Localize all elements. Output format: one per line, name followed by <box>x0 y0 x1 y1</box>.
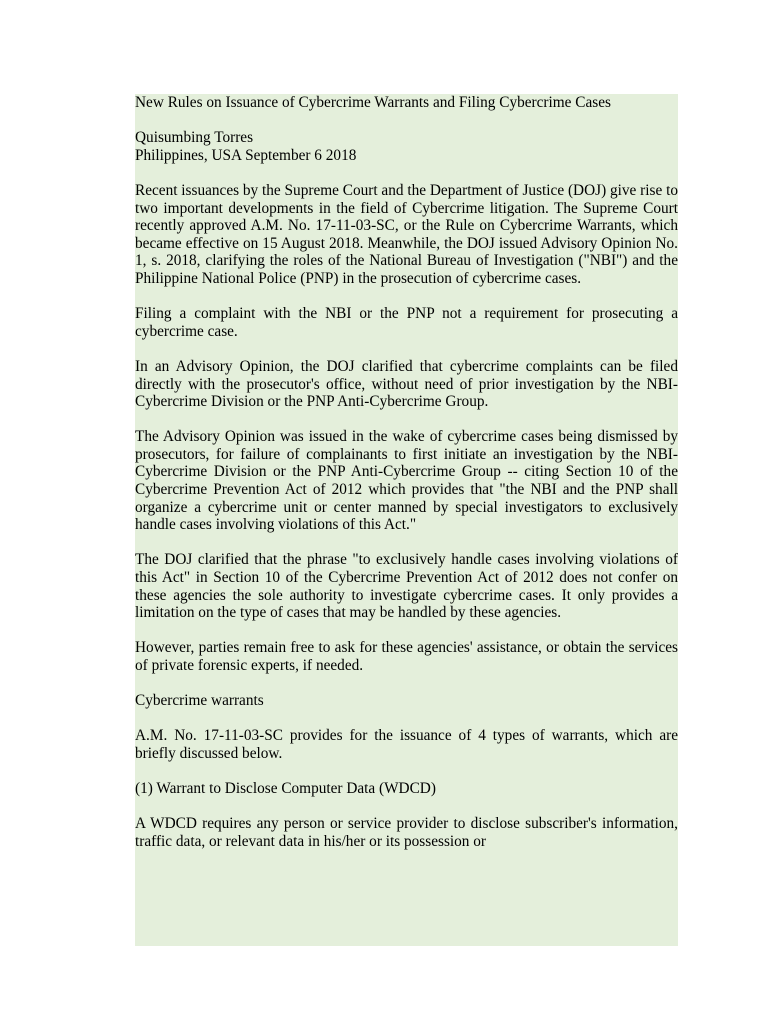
paragraph: However, parties remain free to ask for these agencies' assistance, or obtain the services of private forensic experts, if needed. <box>135 639 678 674</box>
subsection-heading: (1) Warrant to Disclose Computer Data (WDCD) <box>135 780 678 798</box>
paragraph: A.M. No. 17-11-03-SC provides for the issuance of 4 types of warrants, which are briefly discussed below. <box>135 727 678 762</box>
document-title: New Rules on Issuance of Cybercrime Warrants and Filing Cybercrime Cases <box>135 94 678 112</box>
author-block <box>135 129 678 164</box>
paragraph: The DOJ clarified that the phrase "to exclusively handle cases involving violations of this Act" in Section 10 of the Cybercrime Prevention Act of 2012 does not confer on these agencies the sole authority to investigate cybercrime cases. It only provides a limitation on the type of cases that may be handled by these agencies. <box>135 551 678 622</box>
document-body <box>135 94 678 946</box>
paragraph: The Advisory Opinion was issued in the wake of cybercrime cases being dismissed by prosecutors, for failure of complainants to first initiate an investigation by the NBI-Cybercrime Division or the PNP Anti-Cybercrime Group -- citing Section 10 of the Cybercrime Prevention Act of 2012 which provides that "the NBI and the PNP shall organize a cybercrime unit or center manned by special investigators to exclusively handle cases involving violations of this Act." <box>135 428 678 534</box>
author-name: Quisumbing Torres <box>135 129 254 147</box>
paragraph: Filing a complaint with the NBI or the PNP not a requirement for prosecuting a cybercrime case. <box>135 305 678 340</box>
paragraph: A WDCD requires any person or service provider to disclose subscriber's information, traffic data, or relevant data in his/her or its possession or <box>135 815 678 850</box>
section-heading: Cybercrime warrants <box>135 692 678 710</box>
paragraph: Recent issuances by the Supreme Court and the Department of Justice (DOJ) give rise to two important developments in the field of Cybercrime litigation. The Supreme Court recently approved A.M. No. 17-11-03-SC, or the Rule on Cybercrime Warrants, which became effective on 15 August 2018. Meanwhile, the DOJ issued Advisory Opinion No. 1, s. 2018, clarifying the roles of the National Bureau of Investigation ("NBI") and the Philippine National Police (PNP) in the prosecution of cybercrime cases. <box>135 181 678 287</box>
paragraph: In an Advisory Opinion, the DOJ clarified that cybercrime complaints can be filed directly with the prosecutor's office, without need of prior investigation by the NBI-Cybercrime Division or the PNP Anti-Cybercrime Group. <box>135 357 678 411</box>
location-date: Philippines, USA September 6 2018 <box>135 146 357 164</box>
